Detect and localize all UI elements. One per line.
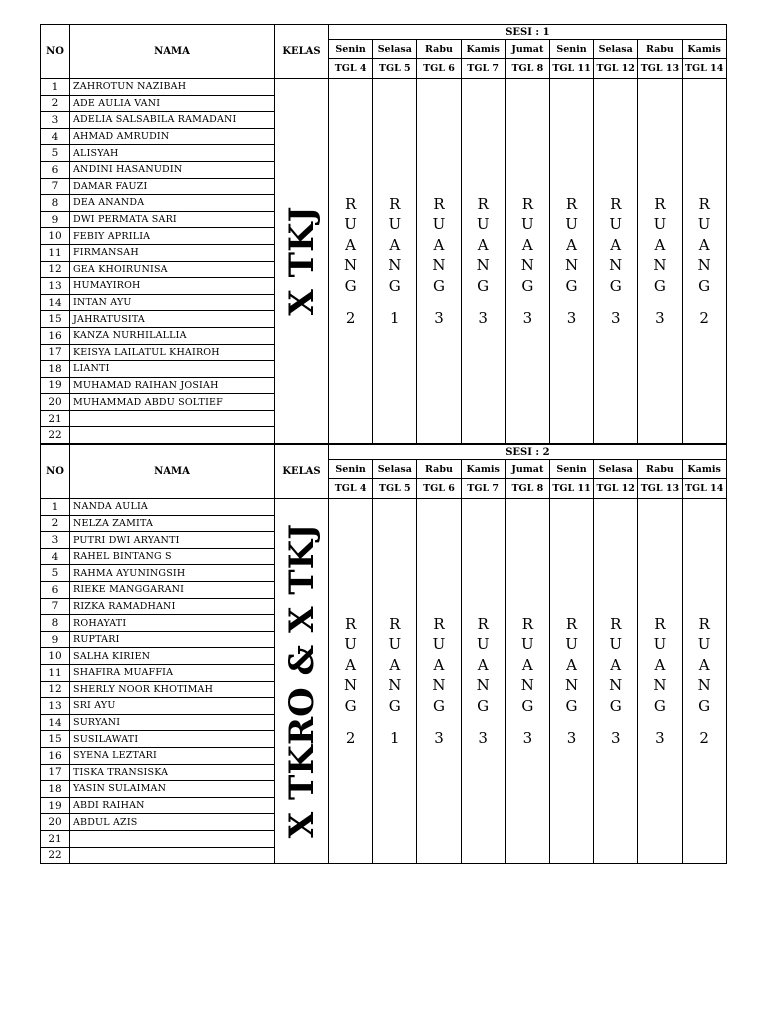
kelas-cell <box>275 79 329 444</box>
room-letter: A <box>389 655 401 674</box>
room-letter: R <box>389 614 401 633</box>
row-number: 21 <box>41 410 70 427</box>
day-label: Rabu <box>417 40 461 59</box>
room-number: 3 <box>434 309 444 328</box>
room-cell <box>505 499 549 864</box>
day-label: Jumat <box>505 460 549 479</box>
room-letter: A <box>654 235 666 254</box>
row-number: 12 <box>41 261 70 278</box>
student-name: RIZKA RAMADHANI <box>70 598 275 615</box>
room-cell <box>329 499 373 864</box>
student-name: DAMAR FAUZI <box>70 178 275 195</box>
room-letter: R <box>344 194 357 213</box>
session-title: SESI : 2 <box>329 445 727 460</box>
room-letter: R <box>654 614 666 633</box>
row-number: 5 <box>41 565 70 582</box>
row-number: 11 <box>41 244 70 261</box>
room-letter: G <box>565 696 578 715</box>
room-letter: G <box>388 276 401 295</box>
room-letter: A <box>345 235 357 254</box>
room-letter: G <box>388 696 401 715</box>
room-letter: N <box>609 676 623 695</box>
room-letter: N <box>476 256 490 275</box>
room-number: 3 <box>434 729 444 748</box>
row-number: 8 <box>41 615 70 632</box>
session-title: SESI : 1 <box>329 25 727 40</box>
room-letter: U <box>476 215 490 234</box>
date-label: TGL 12 <box>594 59 638 79</box>
day-label: Rabu <box>638 40 682 59</box>
header-no: NO <box>41 445 70 499</box>
row-number: 13 <box>41 698 70 715</box>
room-number: 1 <box>390 729 400 748</box>
kelas-label: X TKRO & X TKJ <box>281 523 322 839</box>
row-number: 14 <box>41 294 70 311</box>
room-cell <box>594 79 638 444</box>
room-letter: R <box>477 194 489 213</box>
room-letter: G <box>653 696 666 715</box>
room-letter: R <box>521 614 533 633</box>
date-label: TGL 14 <box>682 59 726 79</box>
room-letter: A <box>610 235 622 254</box>
room-letter: R <box>610 194 622 213</box>
room-letter: A <box>698 655 710 674</box>
room-cell <box>373 79 417 444</box>
row-number: 18 <box>41 361 70 378</box>
student-name <box>70 410 275 427</box>
student-name: JAHRATUSITA <box>70 311 275 328</box>
header-nama: NAMA <box>70 445 275 499</box>
room-letter: U <box>344 635 357 654</box>
row-number: 20 <box>41 394 70 411</box>
row-number: 4 <box>41 128 70 145</box>
room-letter: A <box>433 235 445 254</box>
header-nama: NAMA <box>70 25 275 79</box>
date-label: TGL 8 <box>505 59 549 79</box>
room-cell <box>505 79 549 444</box>
date-label: TGL 7 <box>461 59 505 79</box>
day-label: Kamis <box>461 40 505 59</box>
room-cell <box>417 499 461 864</box>
room-letter: N <box>520 256 534 275</box>
room-number: 3 <box>655 729 665 748</box>
student-name <box>70 830 275 847</box>
room-letter: G <box>521 276 534 295</box>
room-number: 2 <box>345 729 356 748</box>
room-number: 3 <box>478 729 488 748</box>
student-name: PUTRI DWI ARYANTI <box>70 532 275 549</box>
student-name: RAHMA AYUNINGSIH <box>70 565 275 582</box>
room-letter: U <box>521 635 534 654</box>
room-letter: A <box>345 655 357 674</box>
row-number: 19 <box>41 377 70 394</box>
room-letter: R <box>521 194 533 213</box>
room-letter: U <box>432 215 446 234</box>
room-letter: U <box>388 215 402 234</box>
student-name: KANZA NURHILALLIA <box>70 327 275 344</box>
row-number: 11 <box>41 665 70 682</box>
day-label: Senin <box>549 460 593 479</box>
student-name: ADELIA SALSABILA RAMADANI <box>70 112 275 129</box>
room-number: 2 <box>699 729 709 748</box>
day-label: Rabu <box>638 460 682 479</box>
row-number: 16 <box>41 327 70 344</box>
table-row <box>41 499 727 516</box>
room-number: 3 <box>566 729 577 748</box>
day-label: Senin <box>329 460 373 479</box>
row-number: 16 <box>41 747 70 764</box>
room-letter: N <box>476 676 490 695</box>
date-label: TGL 4 <box>329 479 373 499</box>
day-label: Selasa <box>594 40 638 59</box>
room-letter: U <box>653 635 667 654</box>
room-letter: G <box>521 696 534 715</box>
row-number: 10 <box>41 228 70 245</box>
student-name: GEA KHOIRUNISA <box>70 261 275 278</box>
room-number: 3 <box>566 309 577 328</box>
row-number: 20 <box>41 814 70 831</box>
room-letter: G <box>609 276 622 295</box>
student-name: SALHA KIRIEN <box>70 648 275 665</box>
room-letter: R <box>344 614 357 633</box>
row-number: 13 <box>41 278 70 295</box>
row-number: 9 <box>41 211 70 228</box>
student-name: ADE AULIA VANI <box>70 95 275 112</box>
room-letter: R <box>610 614 622 633</box>
room-letter: A <box>521 655 533 674</box>
student-name: SHERLY NOOR KHOTIMAH <box>70 681 275 698</box>
row-number: 12 <box>41 681 70 698</box>
student-name <box>70 427 275 444</box>
row-number: 17 <box>41 764 70 781</box>
room-cell <box>549 79 593 444</box>
row-number: 15 <box>41 731 70 748</box>
date-label: TGL 5 <box>373 479 417 499</box>
room-number: 3 <box>522 309 533 328</box>
row-number: 5 <box>41 145 70 162</box>
room-letter: R <box>698 194 710 213</box>
header-no: NO <box>41 25 70 79</box>
date-label: TGL 11 <box>549 479 593 499</box>
room-letter: N <box>388 256 402 275</box>
row-number: 3 <box>41 112 70 129</box>
room-letter: U <box>609 215 623 234</box>
room-cell <box>638 79 682 444</box>
room-letter: N <box>432 256 446 275</box>
student-name: SUSILAWATI <box>70 731 275 748</box>
room-letter: R <box>389 194 401 213</box>
room-cell <box>594 499 638 864</box>
student-name: MUHAMMAD ABDU SOLTIEF <box>70 394 275 411</box>
room-letter: N <box>564 256 579 275</box>
room-letter: U <box>565 215 578 234</box>
room-letter: A <box>477 655 489 674</box>
date-label: TGL 11 <box>549 59 593 79</box>
row-number: 15 <box>41 311 70 328</box>
kelas-cell <box>275 499 329 864</box>
day-label: Senin <box>329 40 373 59</box>
room-cell <box>417 79 461 444</box>
student-name: SYENA LEZTARI <box>70 747 275 764</box>
student-name: FIRMANSAH <box>70 244 275 261</box>
row-number: 6 <box>41 582 70 599</box>
room-letter: N <box>344 256 358 275</box>
room-letter: U <box>697 215 711 234</box>
room-letter: N <box>344 676 358 695</box>
room-letter: A <box>566 235 577 254</box>
room-cell <box>461 499 505 864</box>
room-number: 3 <box>522 729 533 748</box>
student-name: MUHAMAD RAIHAN JOSIAH <box>70 377 275 394</box>
date-label: TGL 13 <box>638 59 682 79</box>
day-label: Kamis <box>682 460 726 479</box>
student-name: NANDA AULIA <box>70 499 275 516</box>
row-number: 2 <box>41 95 70 112</box>
room-letter: N <box>697 256 711 275</box>
room-letter: G <box>477 276 490 295</box>
student-name: ROHAYATI <box>70 615 275 632</box>
room-letter: G <box>432 696 445 715</box>
table-row <box>41 79 727 96</box>
student-name: RUPTARI <box>70 631 275 648</box>
room-letter: U <box>344 215 357 234</box>
student-name: LIANTI <box>70 361 275 378</box>
kelas-label: X TKJ <box>281 206 322 316</box>
row-number: 2 <box>41 515 70 532</box>
room-letter: N <box>432 676 446 695</box>
room-letter: N <box>697 676 711 695</box>
student-name: YASIN SULAIMAN <box>70 781 275 798</box>
row-number: 8 <box>41 195 70 212</box>
student-name: KEISYA LAILATUL KHAIROH <box>70 344 275 361</box>
room-letter: U <box>388 635 402 654</box>
room-letter: R <box>477 614 489 633</box>
session-table-1 <box>40 24 727 444</box>
row-number: 19 <box>41 797 70 814</box>
date-label: TGL 6 <box>417 59 461 79</box>
day-label: Senin <box>549 40 593 59</box>
date-label: TGL 6 <box>417 479 461 499</box>
room-letter: G <box>477 696 490 715</box>
row-number: 3 <box>41 532 70 549</box>
date-label: TGL 14 <box>682 479 726 499</box>
room-letter: G <box>698 276 711 295</box>
row-number: 6 <box>41 161 70 178</box>
student-name: NELZA ZAMITA <box>70 515 275 532</box>
date-label: TGL 12 <box>594 479 638 499</box>
row-number: 17 <box>41 344 70 361</box>
room-letter: G <box>609 696 622 715</box>
room-letter: A <box>566 655 577 674</box>
row-number: 22 <box>41 847 70 864</box>
room-letter: G <box>344 696 357 715</box>
room-letter: R <box>698 614 710 633</box>
room-cell <box>638 499 682 864</box>
day-label: Selasa <box>373 40 417 59</box>
room-letter: G <box>432 276 445 295</box>
room-letter: N <box>653 676 667 695</box>
day-label: Jumat <box>505 40 549 59</box>
student-name: RIEKE MANGGARANI <box>70 582 275 599</box>
room-letter: A <box>698 235 710 254</box>
day-label: Kamis <box>682 40 726 59</box>
schedule-sheet <box>40 24 727 864</box>
row-number: 4 <box>41 548 70 565</box>
room-cell <box>461 79 505 444</box>
room-letter: U <box>609 635 623 654</box>
room-letter: A <box>521 235 533 254</box>
student-name: FEBIY APRILIA <box>70 228 275 245</box>
student-name: ABDUL AZIS <box>70 814 275 831</box>
student-name: ABDI RAIHAN <box>70 797 275 814</box>
row-number: 7 <box>41 178 70 195</box>
student-name: DWI PERMATA SARI <box>70 211 275 228</box>
room-letter: A <box>389 235 401 254</box>
student-name: RAHEL BINTANG S <box>70 548 275 565</box>
room-letter: N <box>520 676 534 695</box>
student-name: INTAN AYU <box>70 294 275 311</box>
room-letter: U <box>476 635 490 654</box>
day-label: Rabu <box>417 460 461 479</box>
room-letter: U <box>697 635 711 654</box>
day-label: Selasa <box>594 460 638 479</box>
room-letter: R <box>565 614 578 633</box>
room-cell <box>549 499 593 864</box>
date-label: TGL 4 <box>329 59 373 79</box>
room-cell <box>682 79 726 444</box>
room-number: 3 <box>478 309 488 328</box>
student-name: ALISYAH <box>70 145 275 162</box>
room-letter: N <box>609 256 623 275</box>
room-number: 3 <box>610 729 621 748</box>
room-letter: R <box>565 194 578 213</box>
room-letter: R <box>433 194 445 213</box>
room-letter: N <box>564 676 579 695</box>
row-number: 14 <box>41 714 70 731</box>
row-number: 9 <box>41 631 70 648</box>
student-name: AHMAD AMRUDIN <box>70 128 275 145</box>
day-label: Selasa <box>373 460 417 479</box>
room-letter: A <box>610 655 622 674</box>
room-letter: G <box>653 276 666 295</box>
student-name: ANDINI HASANUDIN <box>70 161 275 178</box>
room-letter: G <box>698 696 711 715</box>
room-letter: A <box>477 235 489 254</box>
session-table-2 <box>40 444 727 864</box>
row-number: 7 <box>41 598 70 615</box>
room-cell <box>373 499 417 864</box>
room-cell <box>329 79 373 444</box>
room-number: 2 <box>345 309 356 328</box>
row-number: 21 <box>41 830 70 847</box>
room-letter: U <box>565 635 578 654</box>
student-name <box>70 847 275 864</box>
date-label: TGL 7 <box>461 479 505 499</box>
student-name: SRI AYU <box>70 698 275 715</box>
row-number: 1 <box>41 79 70 96</box>
row-number: 22 <box>41 427 70 444</box>
room-number: 1 <box>390 309 400 328</box>
room-number: 3 <box>610 309 621 328</box>
row-number: 18 <box>41 781 70 798</box>
room-letter: U <box>432 635 446 654</box>
room-letter: A <box>654 655 666 674</box>
room-letter: N <box>653 256 667 275</box>
room-letter: U <box>653 215 667 234</box>
day-label: Kamis <box>461 460 505 479</box>
room-letter: G <box>344 276 357 295</box>
row-number: 10 <box>41 648 70 665</box>
student-name: HUMAYIROH <box>70 278 275 295</box>
student-name: ZAHROTUN NAZIBAH <box>70 79 275 96</box>
date-label: TGL 5 <box>373 59 417 79</box>
student-name: SURYANI <box>70 714 275 731</box>
student-name: SHAFIRA MUAFFIA <box>70 665 275 682</box>
header-kelas: KELAS <box>275 25 329 79</box>
room-number: 2 <box>699 309 709 328</box>
room-number: 3 <box>655 309 665 328</box>
date-label: TGL 13 <box>638 479 682 499</box>
room-letter: R <box>654 194 666 213</box>
row-number: 1 <box>41 499 70 516</box>
date-label: TGL 8 <box>505 479 549 499</box>
room-letter: N <box>388 676 402 695</box>
room-cell <box>682 499 726 864</box>
header-kelas: KELAS <box>275 445 329 499</box>
student-name: DEA ANANDA <box>70 195 275 212</box>
room-letter: G <box>565 276 578 295</box>
room-letter: A <box>433 655 445 674</box>
student-name: TISKA TRANSISKA <box>70 764 275 781</box>
room-letter: R <box>433 614 445 633</box>
room-letter: U <box>521 215 534 234</box>
